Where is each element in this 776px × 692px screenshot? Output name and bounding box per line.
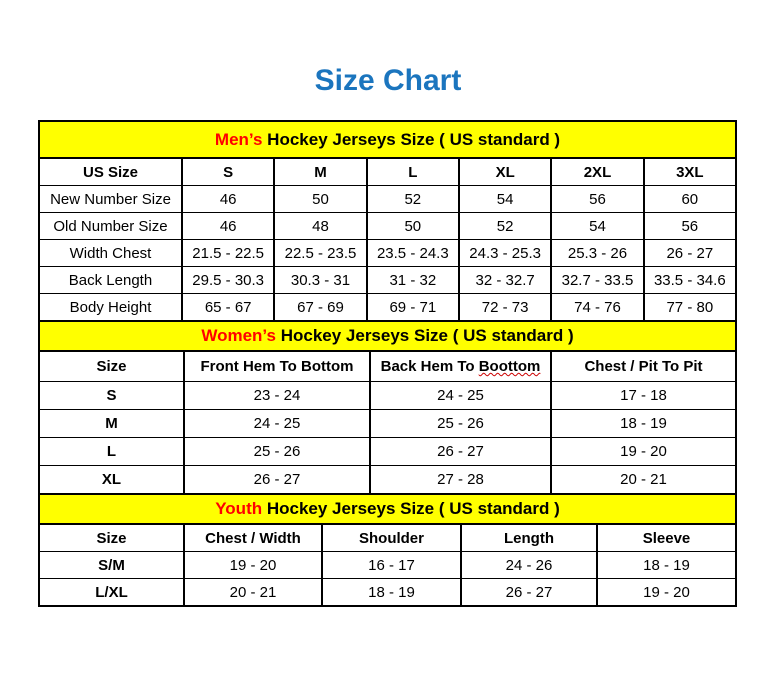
header-cell: Front Hem To Bottom — [184, 351, 370, 382]
header-cell: Size — [39, 524, 184, 552]
value-cell: 19 - 20 — [551, 438, 736, 466]
row-label-cell: L/XL — [39, 579, 184, 607]
value-cell: 24 - 25 — [184, 410, 370, 438]
youth-size-table — [38, 493, 737, 607]
value-cell: 52 — [459, 213, 551, 240]
women-section-header-row — [39, 321, 736, 351]
value-cell: 17 - 18 — [551, 382, 736, 410]
value-cell: 50 — [367, 213, 459, 240]
value-cell: 20 - 21 — [184, 579, 322, 607]
value-cell: 65 - 67 — [182, 294, 274, 322]
value-cell: 54 — [551, 213, 643, 240]
header-cell: M — [274, 158, 366, 186]
table-row — [39, 186, 736, 213]
header-cell: Shoulder — [322, 524, 461, 552]
value-cell: 31 - 32 — [367, 267, 459, 294]
table-row — [39, 267, 736, 294]
value-cell: 56 — [644, 213, 736, 240]
header-cell: 3XL — [644, 158, 736, 186]
table-row — [39, 240, 736, 267]
header-cell: 2XL — [551, 158, 643, 186]
value-cell: 52 — [367, 186, 459, 213]
header-cell: L — [367, 158, 459, 186]
youth-column-header-row — [39, 524, 736, 552]
header-cell: XL — [459, 158, 551, 186]
value-cell: 26 - 27 — [184, 466, 370, 495]
youth-section-title — [39, 494, 736, 524]
value-cell: 27 - 28 — [370, 466, 551, 495]
value-cell: 20 - 21 — [551, 466, 736, 495]
value-cell: 24 - 26 — [461, 552, 597, 579]
value-cell: 54 — [459, 186, 551, 213]
row-label-cell: L — [39, 438, 184, 466]
row-label-cell: M — [39, 410, 184, 438]
value-cell: 46 — [182, 213, 274, 240]
men-section-title — [39, 121, 736, 158]
value-cell: 18 - 19 — [322, 579, 461, 607]
value-cell: 26 - 27 — [370, 438, 551, 466]
table-row — [39, 382, 736, 410]
section-title-rest: Hockey Jerseys Size ( US standard ) — [262, 129, 561, 149]
value-cell: 32 - 32.7 — [459, 267, 551, 294]
value-cell: 24.3 - 25.3 — [459, 240, 551, 267]
row-label-cell: New Number Size — [39, 186, 182, 213]
value-cell: 60 — [644, 186, 736, 213]
table-row — [39, 213, 736, 240]
row-label-cell: Body Height — [39, 294, 182, 322]
value-cell: 18 - 19 — [551, 410, 736, 438]
value-cell: 56 — [551, 186, 643, 213]
value-cell: 67 - 69 — [274, 294, 366, 322]
row-label-cell: Width Chest — [39, 240, 182, 267]
value-cell: 22.5 - 23.5 — [274, 240, 366, 267]
value-cell: 23 - 24 — [184, 382, 370, 410]
women-column-header-row — [39, 351, 736, 382]
row-label-cell: Back Length — [39, 267, 182, 294]
row-label-cell: Old Number Size — [39, 213, 182, 240]
row-label-cell: S/M — [39, 552, 184, 579]
women-section-title — [39, 321, 736, 351]
value-cell: 72 - 73 — [459, 294, 551, 322]
table-row — [39, 466, 736, 495]
page-title: Size Chart — [314, 64, 462, 97]
value-cell: 24 - 25 — [370, 382, 551, 410]
row-label-cell: XL — [39, 466, 184, 495]
men-size-table — [38, 120, 737, 322]
value-cell: 48 — [274, 213, 366, 240]
misspelled-word: Boottom — [478, 358, 541, 375]
header-cell: Sleeve — [597, 524, 736, 552]
section-title-prefix: Women’s — [201, 326, 276, 345]
value-cell: 18 - 19 — [597, 552, 736, 579]
value-cell: 32.7 - 33.5 — [551, 267, 643, 294]
youth-section-header-row — [39, 494, 736, 524]
header-cell: Chest / Pit To Pit — [551, 351, 736, 382]
men-section-header-row — [39, 121, 736, 158]
row-label-cell: S — [39, 382, 184, 410]
value-cell: 33.5 - 34.6 — [644, 267, 736, 294]
value-cell: 16 - 17 — [322, 552, 461, 579]
value-cell: 25 - 26 — [370, 410, 551, 438]
header-cell: Size — [39, 351, 184, 382]
value-cell: 19 - 20 — [597, 579, 736, 607]
section-title-prefix: Youth — [215, 499, 263, 518]
section-title-rest: Hockey Jerseys Size ( US standard ) — [262, 499, 560, 518]
value-cell: 26 - 27 — [644, 240, 736, 267]
table-row — [39, 552, 736, 579]
section-title-rest: Hockey Jerseys Size ( US standard ) — [275, 326, 574, 345]
header-cell: Length — [461, 524, 597, 552]
header-cell: Chest / Width — [184, 524, 322, 552]
header-cell: US Size — [39, 158, 182, 186]
value-cell: 19 - 20 — [184, 552, 322, 579]
value-cell: 74 - 76 — [551, 294, 643, 322]
value-cell: 29.5 - 30.3 — [182, 267, 274, 294]
value-cell: 50 — [274, 186, 366, 213]
men-column-header-row — [39, 158, 736, 186]
value-cell: 46 — [182, 186, 274, 213]
section-title-prefix: Men’s — [214, 129, 263, 149]
value-cell: 21.5 - 22.5 — [182, 240, 274, 267]
size-chart-tables — [38, 120, 737, 607]
value-cell: 77 - 80 — [644, 294, 736, 322]
table-row — [39, 410, 736, 438]
value-cell: 25 - 26 — [184, 438, 370, 466]
value-cell: 26 - 27 — [461, 579, 597, 607]
header-cell: Back Hem To Boottom — [370, 351, 551, 382]
table-row — [39, 579, 736, 607]
table-row — [39, 438, 736, 466]
table-row — [39, 294, 736, 322]
value-cell: 25.3 - 26 — [551, 240, 643, 267]
value-cell: 23.5 - 24.3 — [367, 240, 459, 267]
value-cell: 69 - 71 — [367, 294, 459, 322]
women-size-table — [38, 320, 737, 495]
header-cell: S — [182, 158, 274, 186]
value-cell: 30.3 - 31 — [274, 267, 366, 294]
